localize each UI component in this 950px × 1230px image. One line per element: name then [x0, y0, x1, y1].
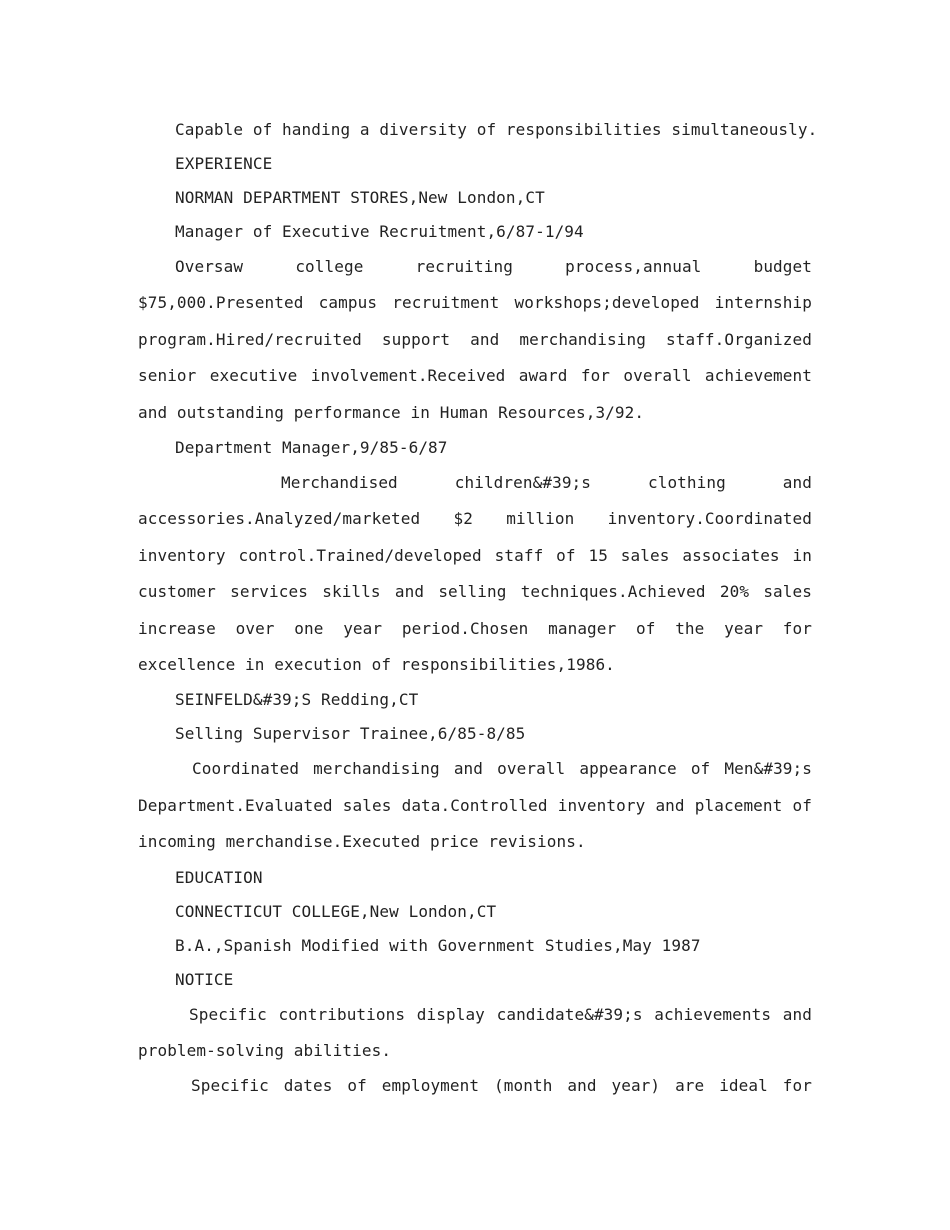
- employer-norman: NORMAN DEPARTMENT STORES,New London,CT: [175, 188, 545, 207]
- notice-paragraph-2: Specific dates of employment (month and year) are ideal for: [191, 1075, 812, 1095]
- document-body: [138, 113, 818, 1104]
- experience-heading: EXPERIENCE: [175, 154, 273, 173]
- notice-heading: NOTICE: [175, 969, 234, 989]
- degree-line: B.A.,Spanish Modified with Government Studies,May 1987: [175, 935, 701, 955]
- education-heading: EDUCATION: [175, 867, 263, 887]
- role-2-description: Merchandised children&#39;s clothing and accessories.Analyzed/marketed $2 million inventory.Coordinated inventory control.Trained/developed staff of 15 sales associates in customer services skills and selling techniques.Achieved 20% sales increase over one year period.Chosen manager of the year for excellence in execution of responsibilities,1986.: [138, 473, 812, 675]
- role-manager-executive-recruitment: Manager of Executive Recruitment,6/87-1/94: [175, 222, 584, 241]
- employer-seinfelds: SEINFELD&#39;S Redding,CT: [175, 690, 419, 710]
- role-3-description: Coordinated merchandising and overall appearance of Men&#39;s Department.Evaluated sales data.Controlled inventory and placement of incoming merchandise.Executed price revisions.: [138, 759, 812, 852]
- summary-line: Capable of handing a diversity of responsibilities simultaneously.: [175, 120, 818, 139]
- role-department-manager: Department Manager,9/85-6/87: [175, 438, 448, 458]
- notice-paragraph-1: Specific contributions display candidate&#39;s achievements and problem-solving abilities.: [138, 1004, 812, 1061]
- role-1-description: Oversaw college recruiting process,annual budget $75,000.Presented campus recruitment workshops;developed internship program.Hired/recruited support and merchandising staff.Organized senior executive involvement.Received award for overall achievement and outstanding performance in Human Resources,3/92.: [138, 257, 812, 422]
- school-name: CONNECTICUT COLLEGE,New London,CT: [175, 901, 497, 921]
- role-selling-supervisor: Selling Supervisor Trainee,6/85-8/85: [175, 724, 526, 744]
